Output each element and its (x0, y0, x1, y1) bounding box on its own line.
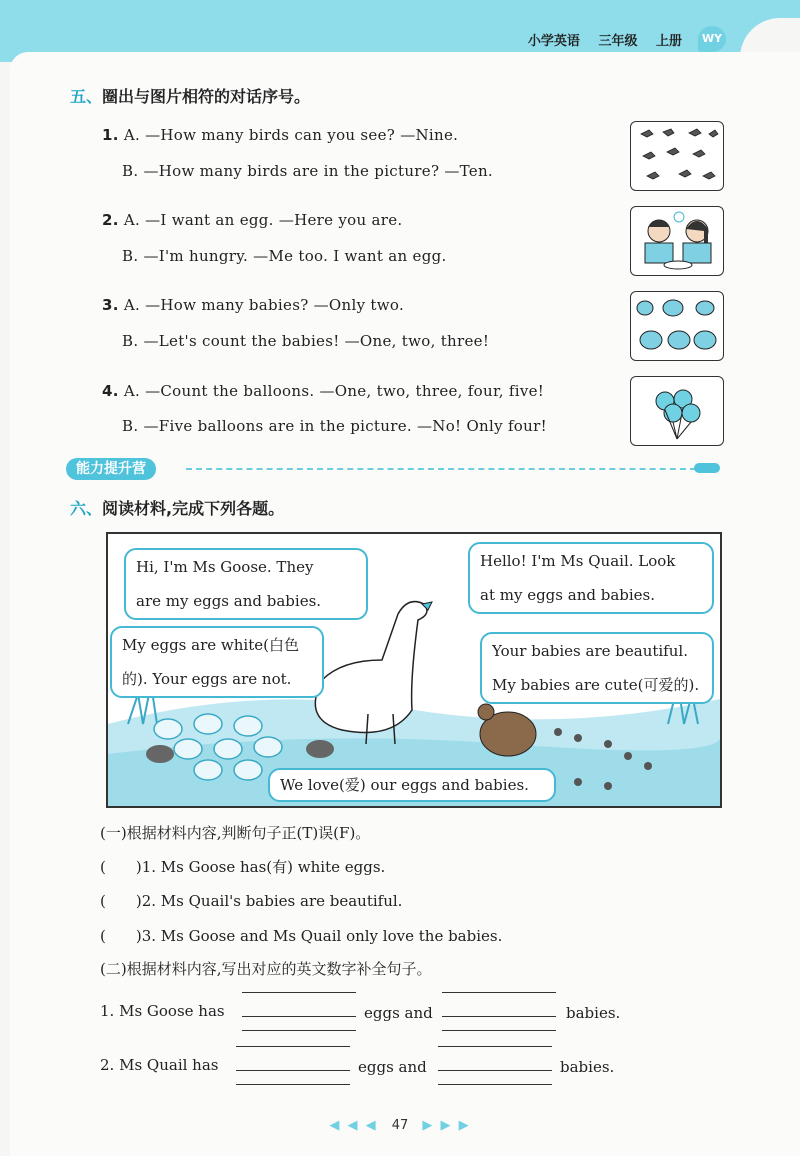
section6-number: 六、 (70, 499, 103, 518)
goose-bubble-1-line2: are my eggs and babies. (136, 592, 322, 610)
fill-sentence-2 (100, 1056, 218, 1074)
fill-sentence-1 (100, 1002, 225, 1020)
chicks-icon (631, 292, 723, 360)
fill2-blank1[interactable] (236, 1070, 350, 1071)
q4-a[interactable] (102, 382, 544, 400)
section5-number: 五、 (70, 87, 103, 106)
prev-arrows-icon: ◀ ◀ ◀ (329, 1118, 378, 1133)
shared-bubble: We love(爱) our eggs and babies. (268, 768, 556, 802)
fill2-blank2-top[interactable] (438, 1046, 552, 1047)
fill2-blank1-bottom[interactable] (236, 1084, 350, 1085)
section5-title (70, 84, 310, 107)
fill2-blank1-top[interactable] (236, 1046, 350, 1047)
goose-bubble-1 (124, 548, 368, 620)
section5-title-text: 圈出与图片相符的对话序号。 (102, 87, 311, 106)
header-volume: 上册 (655, 34, 682, 49)
fill2-blank2[interactable] (438, 1070, 552, 1071)
birds-icon (631, 122, 723, 190)
tf-text-1: 1. Ms Goose has(有) white eggs. (141, 858, 386, 876)
q1-b[interactable]: B. —How many birds are in the picture? —Ten. (122, 162, 493, 180)
fill1-blank1[interactable] (242, 1016, 356, 1017)
fill1-end: babies. (566, 1004, 621, 1022)
tf-text-2: 2. Ms Quail's babies are beautiful. (141, 892, 403, 910)
pencil-icon (694, 463, 720, 473)
quail-bubble-2 (480, 632, 714, 704)
q3-b[interactable]: B. —Let's count the babies! —One, two, three! (122, 332, 490, 350)
page-header (514, 30, 682, 49)
page-number: 47 (391, 1118, 409, 1133)
fill2-blank2-bottom[interactable] (438, 1084, 552, 1085)
tf-item-1[interactable] (100, 856, 385, 877)
goose-bubble-2-line1: My eggs are white(白色 (122, 636, 299, 654)
baby-birds-image (630, 291, 724, 361)
fill1-number: 1. (100, 1002, 115, 1020)
next-arrows-icon: ▶ ▶ ▶ (422, 1118, 471, 1133)
tf-text-3: 3. Ms Goose and Ms Quail only love the babies. (141, 927, 503, 945)
part2-title: (二)根据材料内容,写出对应的英文数字补全句子。 (100, 960, 432, 978)
balloons-icon (631, 377, 723, 445)
quail-bubble-2-line2: My babies are cute(可爱的). (492, 676, 700, 694)
goose-bubble-2 (110, 626, 324, 698)
publisher-badge: WY (698, 26, 726, 52)
tf-paren-3[interactable]: ( ) (100, 927, 142, 945)
fill2-end: babies. (560, 1058, 615, 1076)
tf-item-2[interactable] (100, 890, 402, 911)
fill1-blank1-top[interactable] (242, 992, 356, 993)
fill1-blank2-bottom[interactable] (442, 1030, 556, 1031)
story-illustration (106, 532, 722, 808)
birds-image (630, 121, 724, 191)
q3-a-text: A. —How many babies? —Only two. (123, 296, 405, 314)
part1-title: (一)根据材料内容,判断句子正(T)误(F)。 (100, 824, 371, 842)
q4-number: 4. (102, 382, 119, 400)
fill2-mid: eggs and (358, 1058, 427, 1076)
q3-number: 3. (102, 296, 119, 314)
banner-divider (186, 468, 696, 470)
fill2-number: 2. (100, 1056, 115, 1074)
goose-bubble-1-line1: Hi, I'm Ms Goose. They (136, 558, 314, 576)
fill1-mid: eggs and (364, 1004, 433, 1022)
q1-a[interactable] (102, 126, 458, 144)
tf-paren-2[interactable]: ( ) (100, 892, 142, 910)
fill2-start: Ms Quail has (119, 1056, 219, 1074)
quail-bubble-1 (468, 542, 714, 614)
q1-a-text: A. —How many birds can you see? —Nine. (123, 126, 459, 144)
fill1-blank2-top[interactable] (442, 992, 556, 993)
q1-number: 1. (102, 126, 119, 144)
ability-banner (66, 458, 722, 482)
children-icon (631, 207, 723, 275)
q2-number: 2. (102, 211, 119, 229)
section6-title (70, 496, 284, 519)
section6-title-text: 阅读材料,完成下列各题。 (102, 499, 285, 518)
q2-b[interactable]: B. —I'm hungry. —Me too. I want an egg. (122, 247, 447, 265)
q2-a[interactable] (102, 211, 402, 229)
q3-a[interactable] (102, 296, 404, 314)
header-subject: 小学英语 (527, 34, 580, 49)
q4-b[interactable]: B. —Five balloons are in the picture. —No! Only four! (122, 417, 547, 435)
balloons-image (630, 376, 724, 446)
page-footer (0, 1118, 800, 1133)
quail-bubble-2-line1: Your babies are beautiful. (492, 642, 688, 660)
q2-a-text: A. —I want an egg. —Here you are. (123, 211, 403, 229)
ability-banner-label: 能力提升营 (66, 458, 156, 480)
tf-item-3[interactable] (100, 925, 502, 946)
header-grade: 三年级 (598, 34, 638, 49)
tf-paren-1[interactable]: ( ) (100, 858, 142, 876)
fill1-blank1-bottom[interactable] (242, 1030, 356, 1031)
quail-bubble-1-line1: Hello! I'm Ms Quail. Look (480, 552, 676, 570)
q4-a-text: A. —Count the balloons. —One, two, three, four, five! (123, 382, 545, 400)
fill1-blank2[interactable] (442, 1016, 556, 1017)
fill1-start: Ms Goose has (119, 1002, 225, 1020)
children-eating-image (630, 206, 724, 276)
quail-bubble-1-line2: at my eggs and babies. (480, 586, 656, 604)
goose-bubble-2-line2: 的). Your eggs are not. (122, 670, 292, 688)
